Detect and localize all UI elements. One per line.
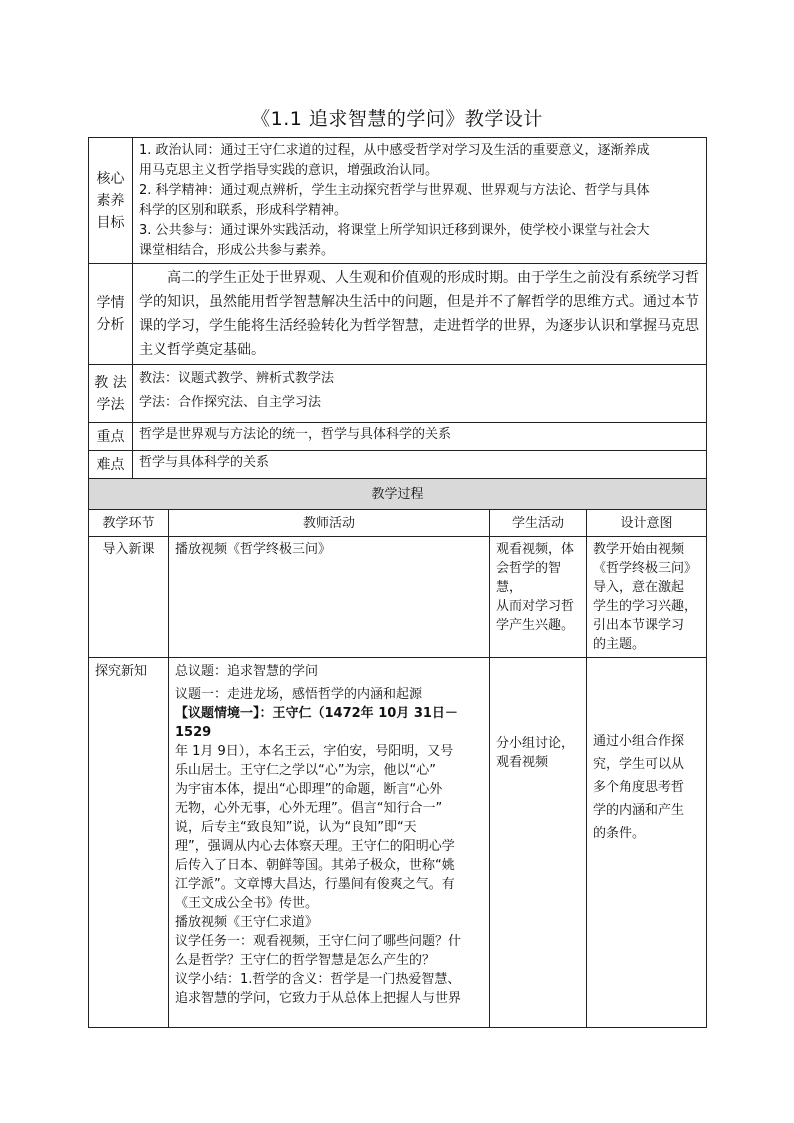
difficulty-label: 难点 [89, 451, 133, 479]
process-band-title: 教学过程 [89, 479, 707, 510]
document-title: 《1.1 追求智慧的学问》教学设计 [251, 108, 543, 130]
learner-analysis-row [89, 264, 707, 365]
header-student: 学生活动 [490, 510, 587, 537]
key-point-content: 哲学是世界观与方法论的统一，哲学与具体科学的关系 [133, 423, 707, 451]
methods-row [89, 365, 707, 423]
difficulty-content: 哲学与具体科学的关系 [133, 451, 707, 479]
table-row [89, 658, 707, 1028]
teacher-activity-intro: 播放视频《哲学终极三问》 [169, 537, 490, 658]
design-intent-intro: 教学开始由视频 《哲学终极三问》 导入，意在激起 学生的学习兴趣， 引出本节课学习 的主题。 [587, 537, 707, 658]
process-table [88, 478, 707, 1028]
learner-analysis-content: 高二的学生正处于世界观、人生观和价值观的形成时期。由于学生之前没有系统学习哲学的知识，虽然能用哲学智慧解决生活中的问题，但是并不了解哲学的思维方式。通过本节课的学习，学生能将生活经验转化为哲学智慧，走进哲学的世界，为逐步认识和掌握马克思主义哲学奠定基础。 [133, 264, 707, 365]
core-literacy-content: 1. 政治认同：通过王守仁求道的过程，从中感受哲学对学习及生活的重要意义，逐渐养成 用马克思主义哲学指导实践的意识，增强政治认同。 2. 科学精神：通过观点辨析，学生主动探究哲学与世界观、世界观与方法论、哲学与具体 科学的区别和联系，形成科学精神。 3. 公共参与：通过课外实践活动，将课堂上所学知识迁移到课外，使学校小课堂与社会大 课堂相结合，形成公共参与素养。 [133, 138, 707, 264]
difficulty-row [89, 451, 707, 479]
core-literacy-label: 核心 素养 目标 [89, 138, 133, 264]
table-row [89, 537, 707, 658]
core-literacy-row [89, 138, 707, 264]
student-activity-intro: 观看视频，体 会哲学的智慧， 从而对学习哲 学产生兴趣。 [490, 537, 587, 658]
header-teacher: 教师活动 [169, 510, 490, 537]
student-activity-explore: 分小组讨论， 观看视频 [490, 658, 587, 1028]
methods-label: 教 法 学法 [89, 365, 133, 423]
objectives-table [88, 137, 707, 479]
stage-explore: 探究新知 [89, 658, 169, 1028]
process-header-row [89, 510, 707, 537]
header-stage: 教学环节 [89, 510, 169, 537]
teacher-activity-explore: 总议题：追求智慧的学问 议题一：走进龙场，感悟哲学的内涵和起源 【议题情境一】：王守仁（1472年 10月 31日－1529 年 1月 9日），本名王云，字伯安，号阳明，又号 乐山居士。王守仁之学以“心”为宗，他以“心” 为宇宙本体，提出“心即理”的命题，断言“心外 无物，心外无事，心外无理”。倡言“知行合一” 说，后专主“致良知”说，认为“良知”即“天 理”，强调从内心去体察天理。王守仁的阳明心学 后传入了日本、朝鲜等国。其弟子极众，世称“姚 江学派”。文章博大昌达，行墨间有俊爽之气。有 《王文成公全书》传世。 播放视频《王守仁求道》 议学任务一：观看视频，王守仁问了哪些问题？什 么是哲学？王守仁的哲学智慧是怎么产生的？ 议学小结：1.哲学的含义：哲学是一门热爱智慧、 追求智慧的学问，它致力于从总体上把握人与世界 [169, 658, 490, 1028]
learner-analysis-label: 学情 分析 [89, 264, 133, 365]
stage-intro: 导入新课 [89, 537, 169, 658]
design-intent-explore: 通过小组合作探 究，学生可以从 多个角度思考哲 学的内涵和产生 的条件。 [587, 658, 707, 1028]
key-point-row [89, 423, 707, 451]
methods-content: 教法：议题式教学、辨析式教学法 学法：合作探究法、自主学习法 [133, 365, 707, 423]
key-point-label: 重点 [89, 423, 133, 451]
header-intent: 设计意图 [587, 510, 707, 537]
